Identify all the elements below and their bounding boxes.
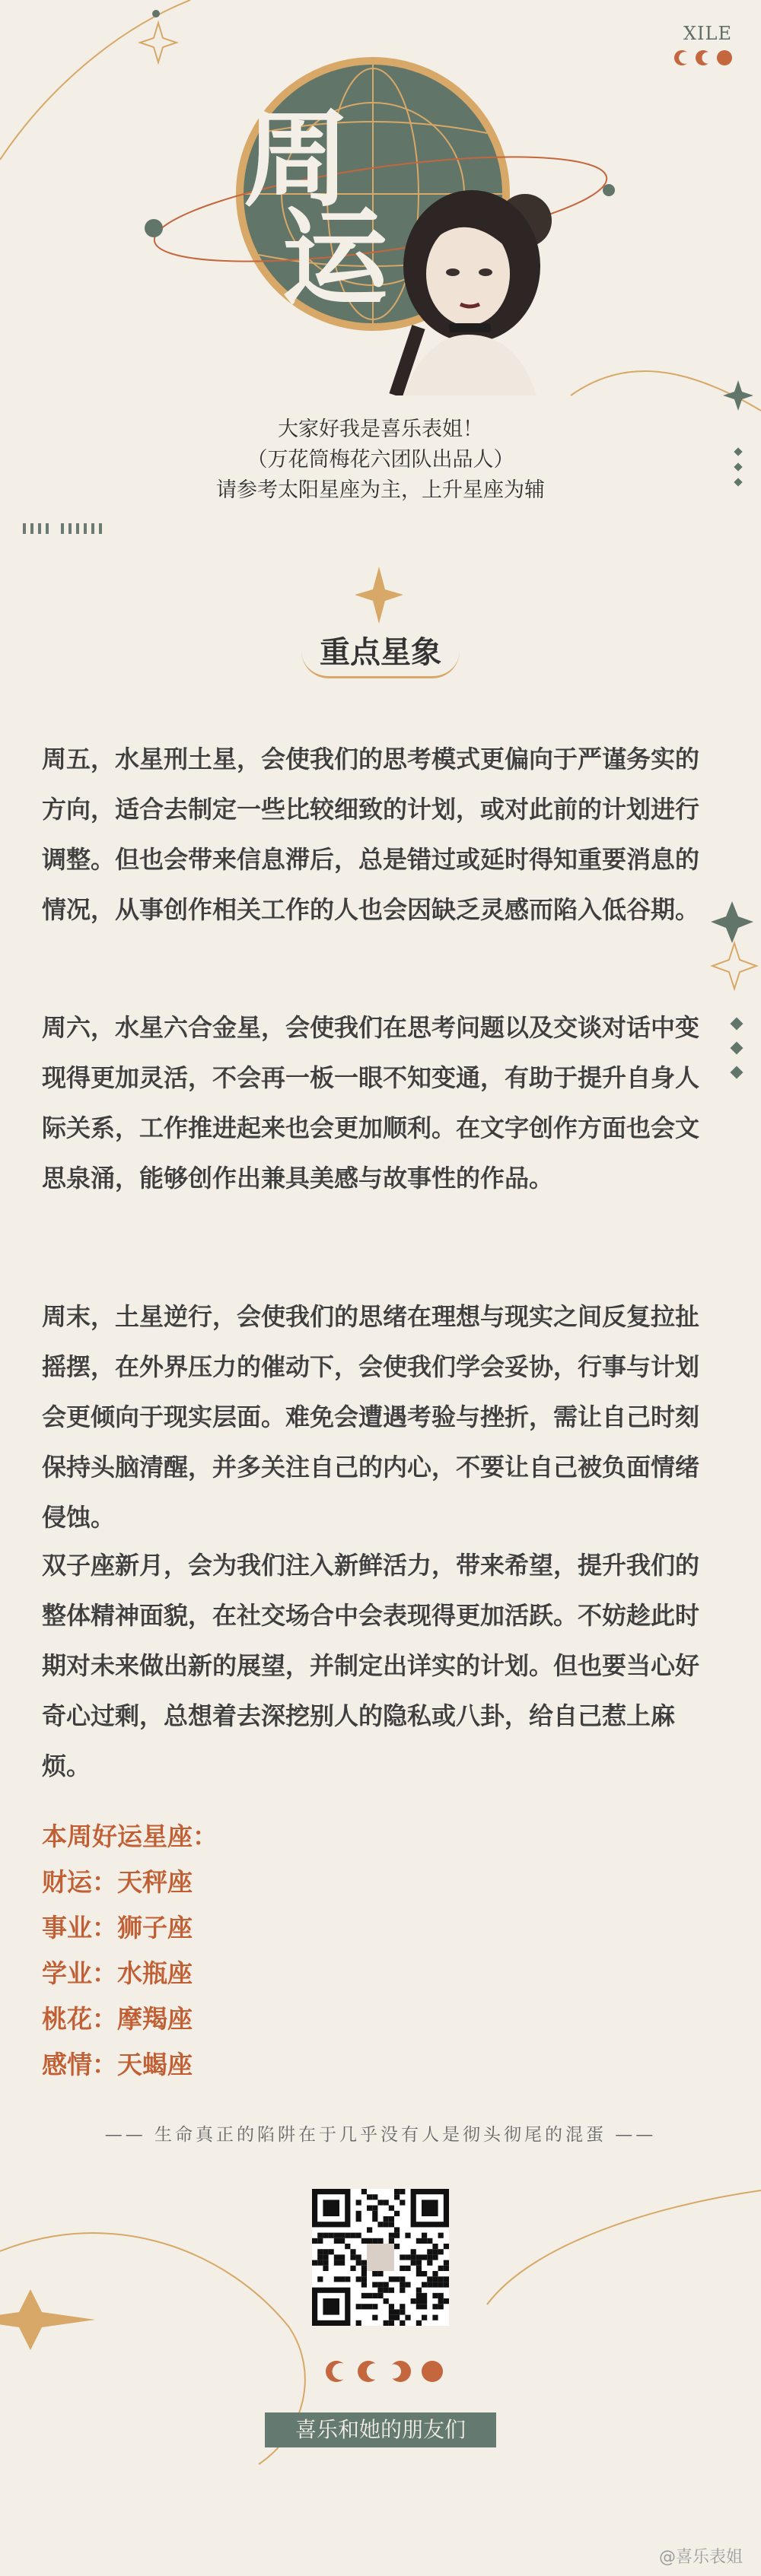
lucky-item-career: 事业：狮子座 xyxy=(42,1913,193,1942)
moon-phases-icon xyxy=(326,2361,443,2382)
intro-text xyxy=(0,415,761,506)
paragraph-saturday: 周六，水星六合金星，会使我们在思考问题以及交谈对话中变现得更加灵活，不会再一板一眼不知变通，有助于提升自身人际关系，工作推进起来也会更加顺利。在文字创作方面也会文思泉涌，能够创作出兼具美感与故事性的作品。 xyxy=(42,1013,700,1193)
intro-line-2: （万花筒梅花六团队出品人） xyxy=(247,448,514,472)
footer-tag: 喜乐和她的朋友们 xyxy=(265,2412,496,2447)
hero-banner xyxy=(107,46,654,403)
intro-line-3: 请参考太阳星座为主，上升星座为辅 xyxy=(216,478,545,502)
qr-code[interactable] xyxy=(312,2189,449,2326)
moon-phases-icon xyxy=(674,50,732,65)
paragraph-weekend: 周末，土星逆行，会使我们的思绪在理想与现实之间反复拉扯摇摆，在外界压力的催动下，会使我们学会妥协，行事与计划会更倾向于现实层面。难免会遭遇考验与挫折，需让自己时刻保持头脑清醒，并多关注自己的内心，不要让自己被负面情绪侵蚀。 xyxy=(42,1302,700,1532)
lucky-item-romance: 桃花：摩羯座 xyxy=(42,2004,193,2034)
hero-title-char-1: 周 xyxy=(244,97,351,222)
section-title-text: 重点星象 xyxy=(301,624,460,678)
lucky-heading: 本周好运星座： xyxy=(42,1822,218,1851)
star-icon xyxy=(711,901,753,943)
brand-label: XILE xyxy=(683,23,732,44)
lucky-signs xyxy=(42,1814,218,2088)
lucky-item-wealth: 财运：天秤座 xyxy=(42,1867,193,1897)
motto-text: —— 生命真正的陷阱在于几乎没有人是彻头彻尾的混蛋 —— xyxy=(104,2125,657,2145)
lucky-item-relationship: 感情：天蝎座 xyxy=(42,2050,193,2079)
lucky-item-study: 学业：水瓶座 xyxy=(42,1958,193,1988)
paragraph-new-moon: 双子座新月，会为我们注入新鲜活力，带来希望，提升我们的整体精神面貌，在社交场合中会表现得更加活跃。不妨趁此时期对未来做出新的展望，并制定出详实的计划。但也要当心好奇心过剩，总想着去深挖别人的隐私或八卦，给自己惹上麻烦。 xyxy=(42,1551,700,1780)
paragraph-friday: 周五，水星刑土星，会使我们的思考模式更偏向于严谨务实的方向，适合去制定一些比较细致的计划，或对此前的计划进行调整。但也会带来信息滞后，总是错过或延时得知重要消息的情况，从事创作相关工作的人也会因缺乏灵感而陷入低谷期。 xyxy=(42,745,700,924)
sparkle-icon xyxy=(355,567,403,624)
watermark-text: @喜乐表姐 xyxy=(658,2548,743,2567)
barcode-decoration xyxy=(23,523,102,534)
intro-line-1: 大家好我是喜乐表姐！ xyxy=(278,418,483,441)
section-title xyxy=(0,624,761,678)
hero-title-char-2: 运 xyxy=(282,196,389,321)
sparkle-icon xyxy=(0,2289,95,2350)
sparkle-icon xyxy=(712,943,756,989)
star-icon xyxy=(723,380,753,411)
avatar-illustration xyxy=(373,175,571,395)
